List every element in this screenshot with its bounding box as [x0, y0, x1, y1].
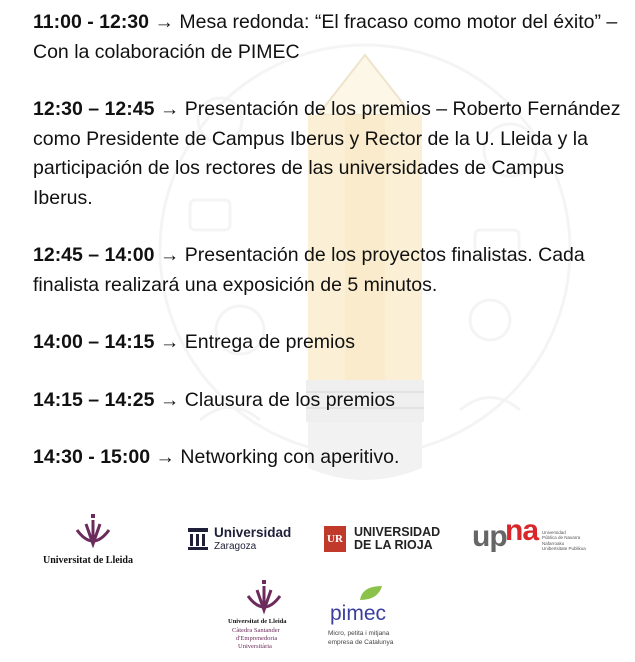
agenda-item	[33, 328, 623, 358]
udl-emblem-icon	[74, 514, 112, 550]
agenda	[33, 8, 623, 501]
catedra-line4: Universitària	[238, 643, 272, 650]
agenda-text: Entrega de premios	[184, 331, 355, 353]
arrow-icon: →	[155, 446, 175, 468]
unirioja-emblem-icon	[324, 526, 346, 552]
unirioja-mark: UR	[327, 533, 343, 545]
udl-name: Universitat de Lleida	[43, 555, 133, 566]
agenda-item	[33, 241, 623, 300]
pimec-sub1: Micro, petita i mitjana	[328, 630, 390, 637]
unirioja-line2: DE LA RIOJA	[354, 538, 433, 552]
agenda-text: Mesa redonda: “El fracaso como motor del éxito” – Con la colaboración de PIMEC	[33, 11, 618, 63]
catedra-emblem-icon	[245, 580, 283, 616]
arrow-icon: →	[159, 331, 180, 353]
agenda-time: 14:30 - 15:00	[33, 446, 151, 468]
unizar-name: Universidad	[214, 525, 292, 540]
agenda-item	[33, 95, 623, 213]
upna-sub4: Unibertsitate Publikoa	[542, 546, 586, 551]
upna-up: up	[472, 520, 507, 553]
agenda-text: Clausura de los premios	[184, 388, 396, 411]
agenda-time: 12:30 – 12:45	[33, 98, 155, 120]
sponsor-logos	[0, 500, 635, 662]
agenda-item	[33, 386, 623, 416]
upna-sub2: Pública de Navarra	[542, 535, 581, 540]
pimec-leaf-icon	[356, 584, 386, 602]
unizar-emblem-icon	[186, 526, 210, 552]
arrow-icon: →	[159, 98, 180, 120]
agenda-item	[33, 8, 623, 67]
pimec-logo	[326, 584, 416, 654]
catedra-line1: Universitat de Lleida	[228, 618, 287, 625]
arrow-icon: →	[159, 388, 180, 411]
upna-na: na	[505, 514, 539, 547]
agenda-text: Networking con aperitivo.	[180, 446, 400, 468]
unirioja-line1: UNIVERSIDAD	[354, 525, 441, 539]
agenda-text: Presentación de los proyectos finalistas. Cada finalista realizará una exposición de 5 minutos.	[33, 244, 585, 296]
pimec-name: pimec	[330, 602, 387, 625]
agenda-time: 14:15 – 14:25	[33, 388, 155, 411]
agenda-text: Presentación de los premios – Roberto Fernández como Presidente de Campus Iberus y Rector de la U. Lleida y la participación de los rectores de las universidades de Campus Iberus.	[33, 98, 621, 209]
unizar-logo	[186, 524, 292, 556]
catedra-logo	[222, 580, 306, 662]
pimec-sub2: empresa de Catalunya	[328, 639, 394, 646]
upna-logo	[472, 514, 612, 560]
agenda-time: 11:00 - 12:30	[33, 11, 150, 33]
catedra-line2: Càtedra Santander	[232, 627, 280, 634]
unirioja-logo	[324, 526, 444, 556]
arrow-icon: →	[154, 11, 174, 33]
upna-sub1: Universidad	[542, 530, 566, 535]
agenda-time: 14:00 – 14:15	[33, 331, 155, 353]
agenda-item	[33, 443, 623, 473]
agenda-time: 12:45 – 14:00	[33, 244, 155, 266]
catedra-line3: d'Emprenedoria	[236, 635, 278, 642]
udl-logo	[38, 514, 168, 574]
unizar-sub: Zaragoza	[214, 541, 257, 552]
arrow-icon: →	[159, 244, 180, 266]
upna-sub3: Nafarroako	[542, 541, 565, 546]
